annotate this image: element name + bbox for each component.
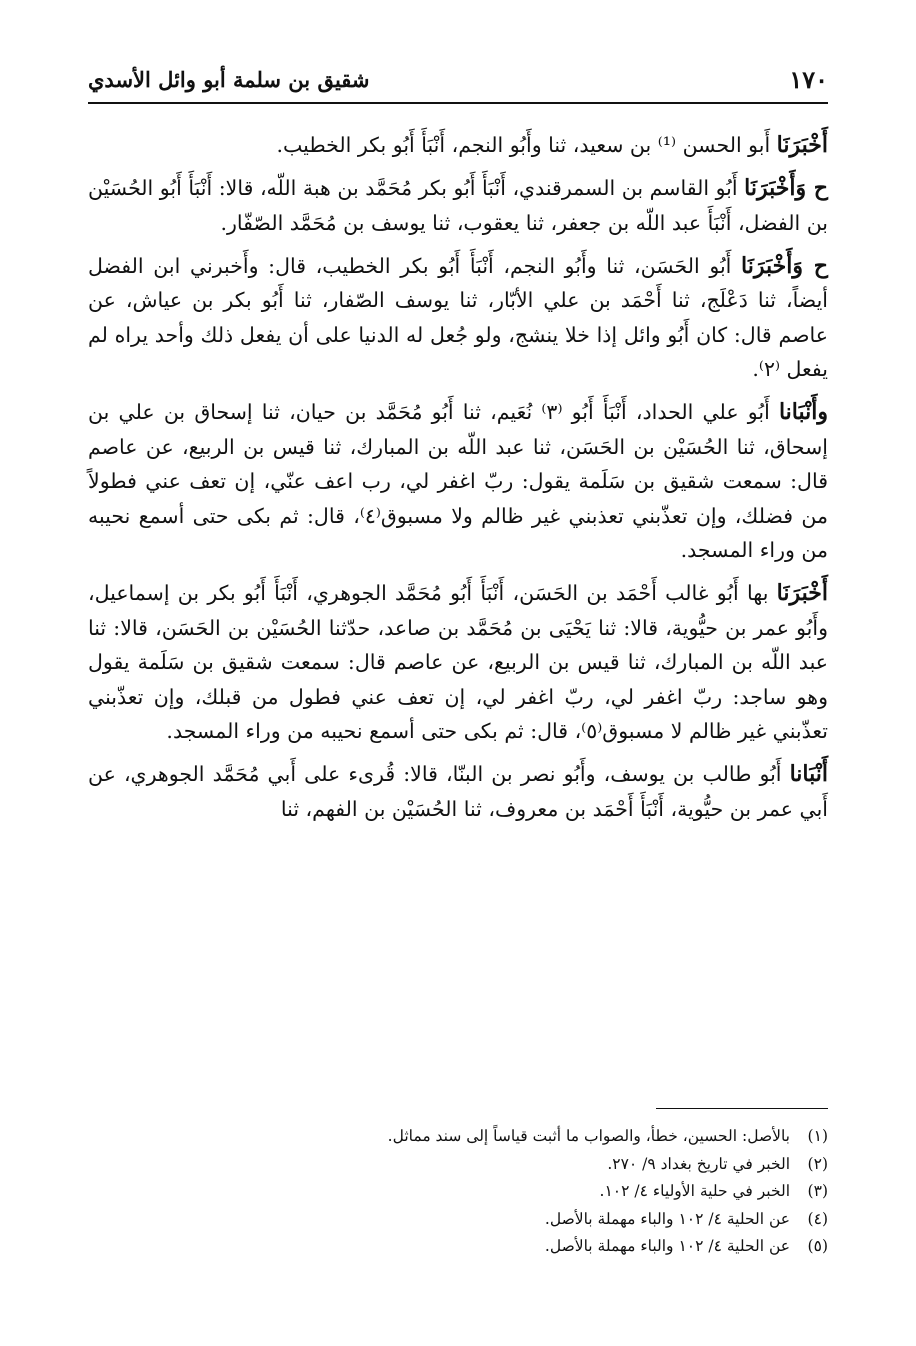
paragraph — [88, 249, 828, 387]
footnote-number: (٥) — [807, 1237, 828, 1255]
footnote — [88, 1206, 828, 1234]
footnote — [88, 1233, 828, 1261]
paragraph-text: بها أَبُو غالب أَحْمَد بن الحَسَن، أَنْبَأَ أَبُو مُحَمَّد الجوهري، أَنْبَأَ أَبُو بكر بن إسماعيل، وأَبُو عمر بن حيُّوية، قالا: ثنا يَحْيَى بن مُحَمَّد بن صاعد، حدّثنا الحُسَيْن بن الحَسَن، قالا: ثنا عبد اللّه بن المبارك، ثنا قيس بن الربيع، عن عاصم قال: سمعت شقيق بن سَلَمة يقول وهو ساجد: ربّ اغفر لي، ربّ اغفر لي، إن تعف عني فطول من قبلك، وإن تعذّبني تعذّبني غير ظالم لا مسبوق⁽٥⁾، قال: ثم بكى حتى أسمع نحيبه من وراء المسجد. — [88, 581, 828, 743]
footnote-number: (١) — [807, 1127, 828, 1145]
paragraph-text: أَبو الحسن ⁽¹⁾ بن سعيد، ثنا وأَبُو النجم، أَنْبَأَ أَبُو بكر الخطيب. — [276, 133, 777, 157]
footnote-text: عن الحلية ٤/ ١٠٢ والباء مهملة بالأصل. — [544, 1237, 790, 1255]
main-text — [88, 128, 828, 835]
paragraph-text: أَبُو الحَسَن، ثنا وأَبُو النجم، أَنْبَأَ أَبُو بكر الخطيب، قال: وأَخبرني ابن الفضل أيضاً، ثنا دَعْلَج، ثنا أَحْمَد بن علي الأبّار، ثنا يوسف الصّفار، ثنا أَبُو بكر بن عياش، عن عاصم قال: كان أَبُو وائل إذا خلا ينشج، ولو جُعل له الدنيا على أن يفعل ذلك وأحد يراه لم يفعل ⁽٢⁾. — [88, 253, 828, 381]
running-title: شقيق بن سلمة أبو وائل الأسدي — [88, 66, 370, 92]
paragraph-text: أَبُو القاسم بن السمرقندي، أَنْبَأَ أَبُو بكر مُحَمَّد بن هبة اللّه، قالا: أَنْبَأَ أَبُو الحُسَيْن بن الفضل، أَنْبَأَ عبد اللّه بن جعفر، ثنا يعقوب، ثنا يوسف بن مُحَمَّد الصّفّار. — [88, 176, 828, 235]
paragraph-text: أَبُو طالب بن يوسف، وأَبُو نصر بن البنّا، قالا: قُرىء على أَبي مُحَمَّد الجوهري، عن أَبي عمر بن حيُّوية، أَنْبَأَ أَحْمَد بن معروف، ثنا الحُسَيْن بن الفهم، ثنا — [88, 762, 828, 821]
page-header — [88, 56, 828, 104]
footnote-text: الخبر في تاريخ بغداد ٩/ ٢٧٠. — [607, 1154, 790, 1173]
page-number: ١٧٠ — [789, 64, 828, 94]
lead-word: وأَنْبَانا — [778, 399, 828, 425]
paragraph — [88, 395, 828, 568]
footnote-number: (٤) — [807, 1209, 828, 1228]
lead-word: ح وَأَخْبَرَنَا — [744, 175, 828, 201]
footnote-text: الخبر في حلية الأولياء ٤/ ١٠٢. — [599, 1182, 790, 1200]
footnote-text: عن الحلية ٤/ ١٠٢ والباء مهملة بالأصل. — [544, 1209, 790, 1228]
lead-word: أَخْبَرَنَا — [776, 580, 828, 606]
footnote — [88, 1178, 828, 1206]
paragraph — [88, 128, 828, 163]
lead-word: أَخْبَرَنَا — [776, 132, 828, 158]
paragraph — [88, 171, 828, 240]
paragraph — [88, 757, 828, 826]
lead-word: ح وَأَخْبَرَنَا — [741, 252, 828, 279]
footnote-number: (٣) — [807, 1182, 828, 1200]
footnote-text: بالأصل: الحسين، خطأ، والصواب ما أثبت قياساً إلى سند مماثل. — [387, 1127, 790, 1145]
footnote-separator — [656, 1108, 828, 1109]
footnote — [88, 1123, 828, 1151]
footnote-number: (٢) — [807, 1154, 828, 1173]
footnotes — [88, 1123, 828, 1261]
paragraph-text: أَبُو علي الحداد، أَنْبَأَ أَبُو ⁽٣⁾ نُعَيم، ثنا أَبُو مُحَمَّد بن حيان، ثنا إسحاق بن علي بن إسحاق، ثنا الحُسَيْن بن الحَسَن، ثنا عبد اللّه بن المبارك، ثنا قيس بن الربيع، عن عاصم قال: سمعت شقيق بن سَلَمة يقول: ربّ اغفر لي، رب اعف عنّي، إن تعف عني فطولاً من فضلك، وإن تعذّبني تعذبني غير ظالم ولا مسبوق⁽٤⁾، قال: ثم بكى حتى أسمع نحيبه من وراء المسجد. — [88, 400, 829, 562]
paragraph — [88, 576, 828, 749]
lead-word: أَنْبَانا — [789, 761, 828, 787]
footnote — [88, 1151, 828, 1179]
